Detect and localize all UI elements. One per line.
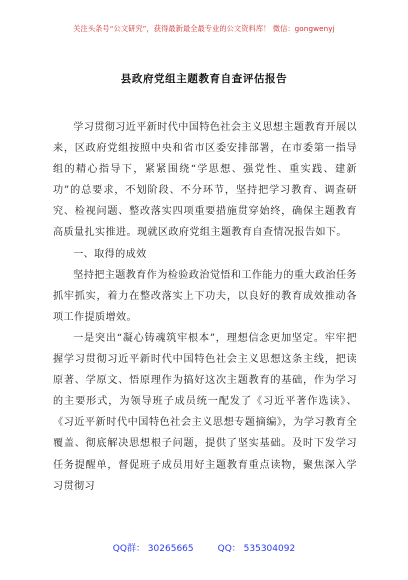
section-paragraph: 一是突出“凝心铸魂筑牢根本”，理想信念更加坚定。牢牢把握学习贯彻习近平新时代中国特色社会主义思想这条主线，把读原著、学原文、悟原理作为搞好这次主题教育的基础，作为学习的主要形式，为领导班子成员统一配发了《习近平著作选读》、《习近平新时代中国特色社会主义思想专题摘编》，为学习教育全覆盖、彻底解决思想根子问题，提供了坚实基础。及时下发学习任务提醒单，督促班子成员用好主题教育重点读物，聚焦深入学习贯彻习 [53,332,357,492]
footer-qq-group: QQ群： 30265665 [112,544,194,554]
intro-paragraph: 学习贯彻习近平新时代中国特色社会主义思想主题教育开展以来，区政府党组按照中央和省市区委安排部署，在市委第一指导组的精心指导下，紧紧围绕“学思想、强党性、重实践、建新功”的总要求，不划阶段、不分环节，坚持把学习教育、调查研究、检视问题、整改落实四项重要措施贯穿始终，确保主题教育高质量扎实推进。现就区政府党组主题教育自查情况报告如下。 [53,122,357,239]
footer-contact [0,541,408,554]
header-banner: 关注头条号“公文研究”，获得最新最全最专业的公文资料库！ 微信：gongwenyj [73,24,335,33]
section-paragraph: 坚持把主题教育作为检验政治觉悟和工作能力的重大政治任务抓牢抓实，着力在整改落实上下功夫，以良好的教育成效推动各项工作提质增效。 [53,269,357,323]
page-title: 县政府党组主题教育自查评估报告 [120,73,288,85]
footer-qq: QQ： 535304092 [217,544,296,554]
document-body [53,117,357,497]
section-heading: 一、取得的成效 [73,248,147,260]
